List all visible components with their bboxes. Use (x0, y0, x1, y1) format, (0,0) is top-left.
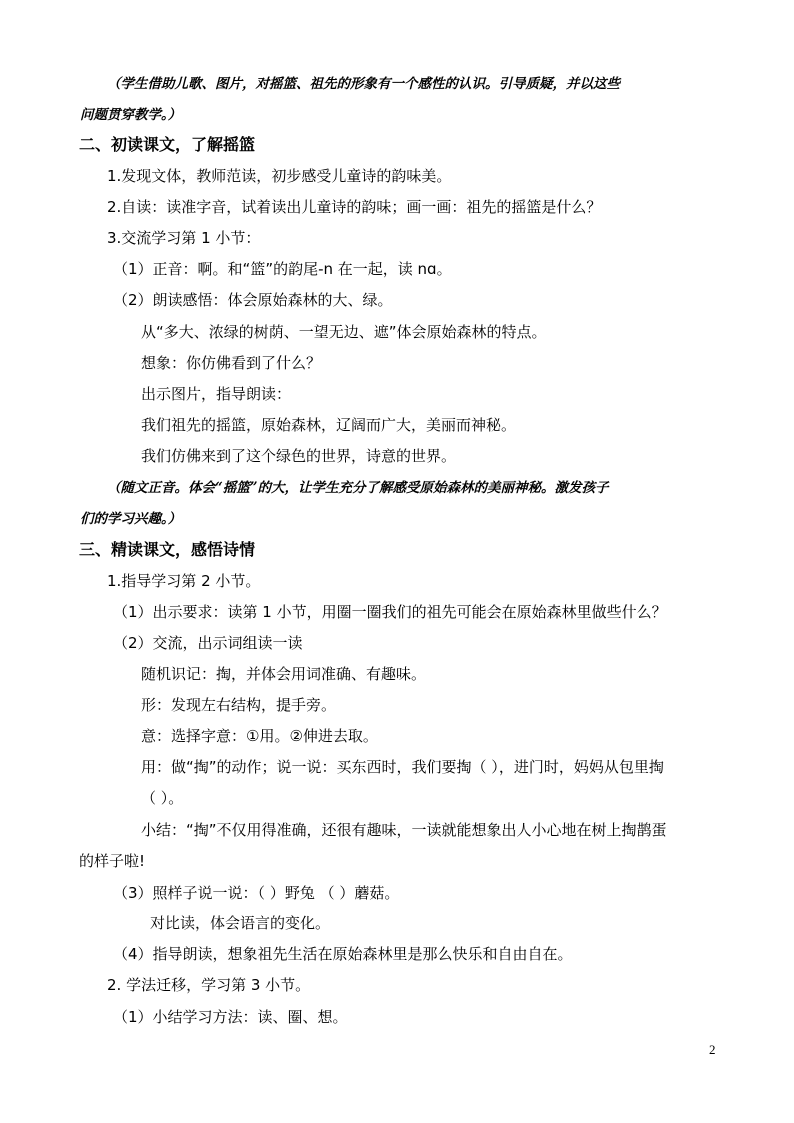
list-item: 2. 学法迁移，学习第 3 小节。 (107, 976, 311, 994)
body-paragraph: 的样子啦! (79, 852, 146, 870)
body-paragraph: 我们仿佛来到了这个绿色的世界，诗意的世界。 (141, 447, 457, 465)
page-number: 2 (709, 1042, 716, 1057)
body-paragraph: 对比读，体会语言的变化。 (150, 914, 331, 932)
body-paragraph: 意：选择字意：①用。②伸进去取。 (141, 727, 378, 745)
list-item: 1.发现文体，教师范读，初步感受儿童诗的韵味美。 (107, 167, 452, 185)
note-paragraph-line: （随文正音。体会“摇篮”的大，让学生充分了解感受原始森林的美丽神秘。激发孩子 (107, 480, 609, 496)
sub-item: （1）出示要求：读第 1 小节，用圈一圈我们的祖先可能会在原始森林里做些什么？ (113, 603, 667, 621)
body-paragraph: （ ）。 (141, 789, 184, 807)
list-item: 3.交流学习第 1 小节： (107, 229, 261, 247)
body-paragraph: 小结：“掏”不仅用得准确，还很有趣味，一读就能想象出人小心地在树上掏鹊蛋 (141, 821, 667, 839)
list-item: 1.指导学习第 2 小节。 (107, 572, 261, 590)
body-paragraph: 随机识记：掏，并体会用词准确、有趣味。 (141, 665, 427, 683)
sub-item: （3）照样子说一说：（ ）野兔 （ ）蘑菇。 (113, 884, 400, 902)
note-paragraph-line: （学生借助儿歌、图片，对摇篮、祖先的形象有一个感性的认识。引导质疑，并以这些 (107, 76, 620, 92)
body-paragraph: 我们祖先的摇篮，原始森林，辽阔而广大，美丽而神秘。 (141, 416, 517, 434)
list-item: 2.自读：读准字音，试着读出儿童诗的韵味；画一画：祖先的摇篮是什么？ (107, 198, 602, 216)
sub-item: （4）指导朗读，想象祖先生活在原始森林里是那么快乐和自由自在。 (113, 945, 573, 963)
body-paragraph: 形：发现左右结构，提手旁。 (141, 696, 337, 714)
sub-item: （1）正音：啊。和“篮”的韵尾-n 在一起，读 nɑ。 (113, 260, 452, 278)
note-paragraph-line: 们的学习兴趣。） (80, 511, 182, 527)
sub-item: （2）朗读感悟：体会原始森林的大、绿。 (113, 291, 393, 309)
section-heading: 三、精读课文，感悟诗情 (79, 540, 256, 559)
body-paragraph: 用：做“掏”的动作；说一说：买东西时，我们要掏（ ），进门时，妈妈从包里掏 (141, 758, 664, 776)
sub-item: （1）小结学习方法：读、圈、想。 (113, 1008, 348, 1026)
sub-item: （2）交流，出示词组读一读 (113, 634, 303, 652)
body-paragraph: 想象：你仿佛看到了什么？ (141, 354, 322, 372)
section-heading: 二、初读课文，了解摇篮 (79, 135, 256, 154)
body-paragraph: 出示图片，指导朗读： (141, 385, 292, 403)
note-paragraph-line: 问题贯穿教学。） (80, 107, 182, 123)
body-paragraph: 从“多大、浓绿的树荫、一望无边、遮”体会原始森林的特点。 (141, 323, 547, 341)
